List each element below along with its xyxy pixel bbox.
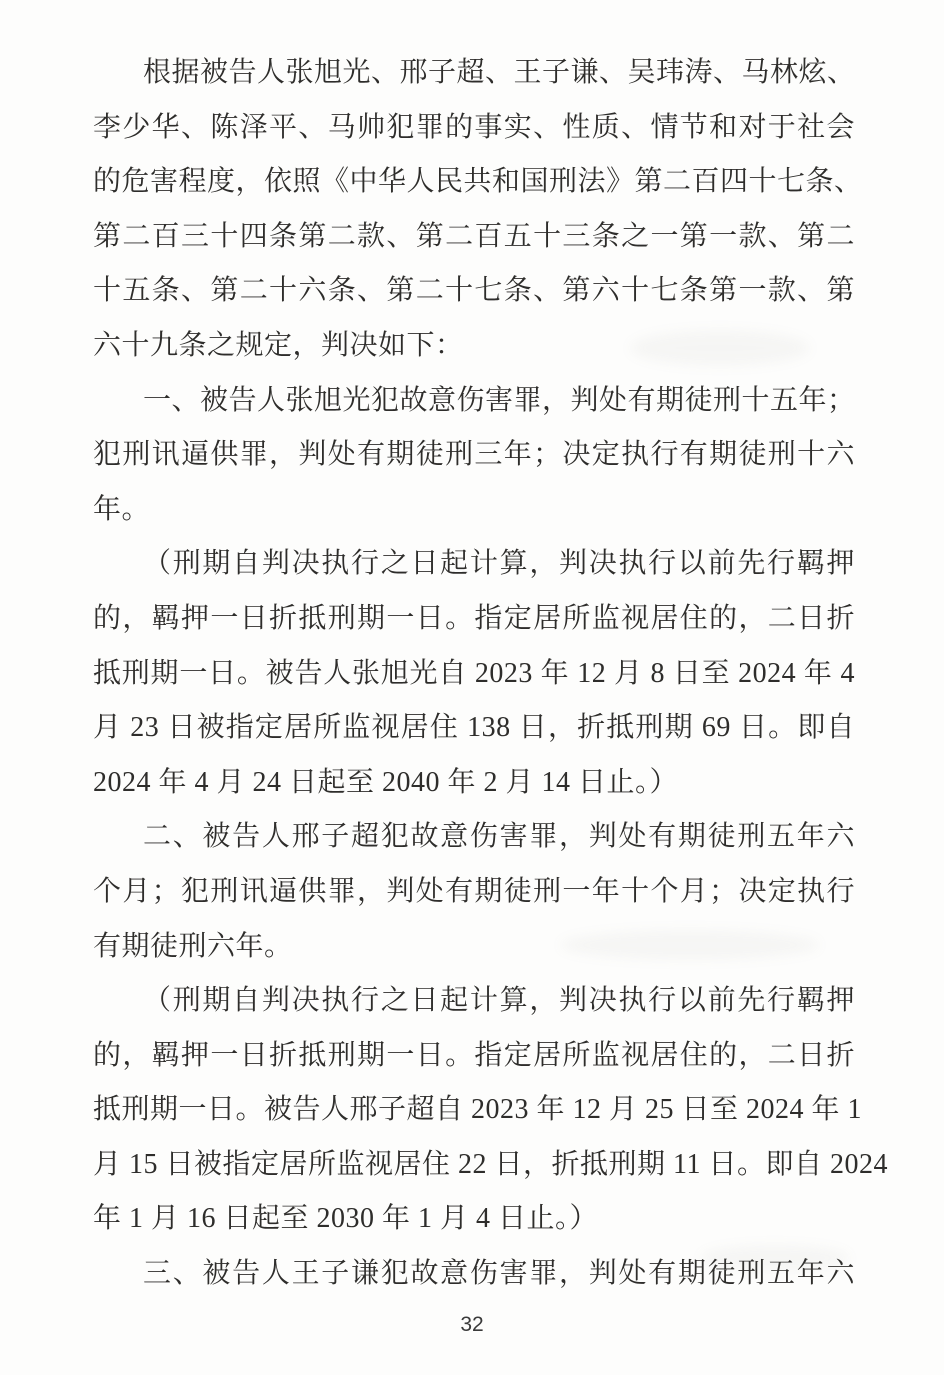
page-number: 32 [460,1313,484,1336]
text-line: 犯刑讯逼供罪，判处有期徒刑三年；决定执行有期徒刑十六 [93,439,855,471]
text-line: 月 15 日被指定居所监视居住 22 日，折抵刑期 11 日。即自 2024 [93,1148,888,1180]
text-line: 月 23 日被指定居所监视居住 138 日，折抵刑期 69 日。即自 [93,712,855,744]
text-line: 根据被告人张旭光、邢子超、王子谦、吴玮涛、马林炫、 [143,57,856,88]
text-line: （刑期自判决执行之日起计算，判决执行以前先行羁押 [143,548,855,580]
text-line: 六十九条之规定，判决如下： [93,329,464,361]
text-line: 年。 [93,493,151,525]
text-line: 第二百三十四条第二款、第二百五十三条之一第一款、第二 [93,220,855,252]
text-line: 有期徒刑六年。 [93,930,293,962]
text-line: 个月；犯刑讯逼供罪，判处有期徒刑一年十个月；决定执行 [93,875,855,907]
text-line: 的危害程度，依照《中华人民共和国刑法》第二百四十七条、 [93,166,863,198]
text-line: （刑期自判决执行之日起计算，判决执行以前先行羁押 [143,985,855,1017]
text-line: 三、被告人王子谦犯故意伤害罪，判处有期徒刑五年六 [143,1258,855,1290]
judgment-text-block [93,46,888,1302]
scan-artifact [630,330,810,366]
text-line: 年 1 月 16 日起至 2030 年 1 月 4 日止。） [93,1203,599,1235]
text-line: 一、被告人张旭光犯故意伤害罪，判处有期徒刑十五年； [143,384,856,416]
text-line: 抵刑期一日。被告人邢子超自 2023 年 12 月 25 日至 2024 年 1 [93,1094,863,1126]
text-line: 的，羁押一日折抵刑期一日。指定居所监视居住的，二日折 [93,1039,855,1071]
text-line: 抵刑期一日。被告人张旭光自 2023 年 12 月 8 日至 2024 年 4 [93,657,855,689]
text-line: 二、被告人邢子超犯故意伤害罪，判处有期徒刑五年六 [143,821,855,853]
scan-artifact [560,930,820,960]
text-line: 李少华、陈泽平、马帅犯罪的事实、性质、情节和对于社会 [93,111,855,143]
scan-artifact [700,1245,850,1271]
text-line: 的，羁押一日折抵刑期一日。指定居所监视居住的，二日折 [93,602,855,634]
text-line: 2024 年 4 月 24 日起至 2040 年 2 月 14 日止。） [93,766,679,798]
text-line: 十五条、第二十六条、第二十七条、第六十七条第一款、第 [93,275,855,307]
